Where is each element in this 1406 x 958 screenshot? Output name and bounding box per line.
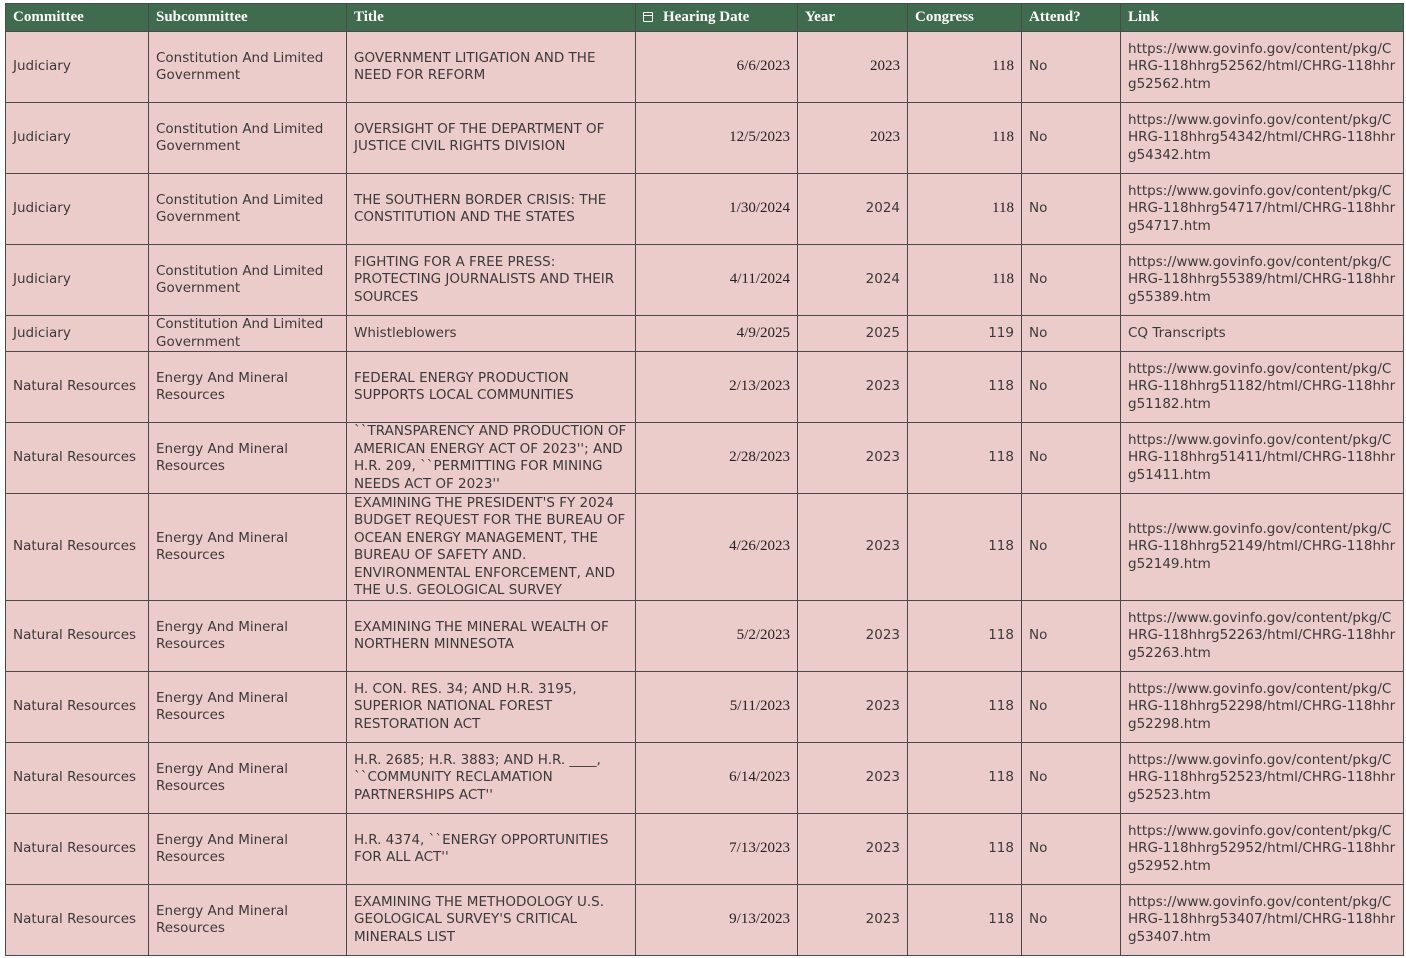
cell-attend[interactable]: No — [1022, 885, 1121, 956]
hearings-table — [5, 3, 1404, 956]
cell-link[interactable]: https://www.govinfo.gov/content/pkg/CHRG-118hhrg52263/html/CHRG-118hhrg52263.htm — [1121, 601, 1404, 672]
cell-attend[interactable]: No — [1022, 814, 1121, 885]
cell-attend[interactable]: No — [1022, 352, 1121, 423]
table-row — [6, 32, 1404, 103]
header-row — [6, 4, 1404, 32]
cell-link[interactable]: CQ Transcripts — [1121, 316, 1404, 352]
cell-congress[interactable]: 118 — [908, 352, 1022, 423]
cell-committee[interactable]: Judiciary — [6, 103, 149, 174]
cell-congress[interactable]: 118 — [908, 601, 1022, 672]
cell-congress[interactable]: 118 — [908, 32, 1022, 103]
cell-congress[interactable]: 118 — [908, 103, 1022, 174]
cell-committee[interactable]: Natural Resources — [6, 672, 149, 743]
cell-title[interactable]: FEDERAL ENERGY PRODUCTION SUPPORTS LOCAL COMMUNITIES — [347, 352, 636, 423]
table-row — [6, 885, 1404, 956]
cell-committee[interactable]: Natural Resources — [6, 423, 149, 494]
cell-attend[interactable]: No — [1022, 601, 1121, 672]
cell-year[interactable]: 2023 — [798, 743, 908, 814]
cell-link[interactable]: https://www.govinfo.gov/content/pkg/CHRG-118hhrg54342/html/CHRG-118hhrg54342.htm — [1121, 103, 1404, 174]
cell-year[interactable]: 2024 — [798, 245, 908, 316]
cell-committee[interactable]: Natural Resources — [6, 352, 149, 423]
cell-year[interactable]: 2023 — [798, 885, 908, 956]
table-row — [6, 814, 1404, 885]
table-row — [6, 672, 1404, 743]
cell-congress[interactable]: 118 — [908, 814, 1022, 885]
cell-attend[interactable]: No — [1022, 423, 1121, 494]
cell-year[interactable]: 2023 — [798, 601, 908, 672]
table-row — [6, 494, 1404, 601]
cell-attend[interactable]: No — [1022, 743, 1121, 814]
cell-link[interactable]: https://www.govinfo.gov/content/pkg/CHRG-118hhrg51411/html/CHRG-118hhrg51411.htm — [1121, 423, 1404, 494]
cell-link[interactable]: https://www.govinfo.gov/content/pkg/CHRG-118hhrg52298/html/CHRG-118hhrg52298.htm — [1121, 672, 1404, 743]
cell-year[interactable]: 2023 — [798, 423, 908, 494]
cell-hearing-date[interactable]: 4/9/2025 — [636, 316, 798, 352]
cell-committee[interactable]: Natural Resources — [6, 601, 149, 672]
cell-hearing-date[interactable]: 5/11/2023 — [636, 672, 798, 743]
cell-title[interactable]: EXAMINING THE MINERAL WEALTH OF NORTHERN MINNESOTA — [347, 601, 636, 672]
cell-subcommittee[interactable]: Constitution And Limited Government — [149, 103, 347, 174]
table-row — [6, 103, 1404, 174]
cell-committee[interactable]: Natural Resources — [6, 814, 149, 885]
cell-title[interactable]: GOVERNMENT LITIGATION AND THE NEED FOR REFORM — [347, 32, 636, 103]
cell-year[interactable]: 2023 — [798, 814, 908, 885]
cell-year[interactable]: 2023 — [798, 352, 908, 423]
cell-link[interactable]: https://www.govinfo.gov/content/pkg/CHRG-118hhrg52149/html/CHRG-118hhrg52149.htm — [1121, 494, 1404, 601]
cell-title[interactable]: OVERSIGHT OF THE DEPARTMENT OF JUSTICE CIVIL RIGHTS DIVISION — [347, 103, 636, 174]
col-header-link[interactable]: Link — [1121, 4, 1404, 32]
cell-subcommittee[interactable]: Energy And Mineral Resources — [149, 814, 347, 885]
cell-committee[interactable]: Natural Resources — [6, 494, 149, 601]
cell-congress[interactable]: 118 — [908, 885, 1022, 956]
cell-hearing-date[interactable]: 1/30/2024 — [636, 174, 798, 245]
cell-subcommittee[interactable]: Constitution And Limited Government — [149, 316, 347, 352]
cell-attend[interactable]: No — [1022, 494, 1121, 601]
cell-link[interactable]: https://www.govinfo.gov/content/pkg/CHRG-118hhrg52952/html/CHRG-118hhrg52952.htm — [1121, 814, 1404, 885]
cell-attend[interactable]: No — [1022, 672, 1121, 743]
cell-subcommittee[interactable]: Energy And Mineral Resources — [149, 423, 347, 494]
cell-title[interactable]: H.R. 4374, ``ENERGY OPPORTUNITIES FOR ALL ACT'' — [347, 814, 636, 885]
cell-subcommittee[interactable]: Energy And Mineral Resources — [149, 601, 347, 672]
cell-title[interactable]: H. CON. RES. 34; AND H.R. 3195, SUPERIOR NATIONAL FOREST RESTORATION ACT — [347, 672, 636, 743]
cell-year[interactable]: 2025 — [798, 316, 908, 352]
cell-title[interactable]: H.R. 2685; H.R. 3883; AND H.R. ____, ``COMMUNITY RECLAMATION PARTNERSHIPS ACT'' — [347, 743, 636, 814]
table-row — [6, 245, 1404, 316]
cell-title[interactable]: EXAMINING THE PRESIDENT'S FY 2024 BUDGET REQUEST FOR THE BUREAU OF OCEAN ENERGY MANAGEMENT, THE BUREAU OF SAFETY AND. ENVIRONMENTAL ENFORCEMENT, AND THE U.S. GEOLOGICAL SURVEY — [347, 494, 636, 601]
cell-year[interactable]: 2023 — [798, 103, 908, 174]
cell-attend[interactable]: No — [1022, 103, 1121, 174]
cell-subcommittee[interactable]: Energy And Mineral Resources — [149, 494, 347, 601]
cell-link[interactable]: https://www.govinfo.gov/content/pkg/CHRG-118hhrg54717/html/CHRG-118hhrg54717.htm — [1121, 174, 1404, 245]
table-row — [6, 423, 1404, 494]
cell-link[interactable]: https://www.govinfo.gov/content/pkg/CHRG-118hhrg52523/html/CHRG-118hhrg52523.htm — [1121, 743, 1404, 814]
cell-subcommittee[interactable]: Energy And Mineral Resources — [149, 885, 347, 956]
cell-hearing-date[interactable]: 2/13/2023 — [636, 352, 798, 423]
cell-hearing-date[interactable]: 7/13/2023 — [636, 814, 798, 885]
cell-committee[interactable]: Judiciary — [6, 245, 149, 316]
cell-attend[interactable]: No — [1022, 245, 1121, 316]
cell-congress[interactable]: 118 — [908, 743, 1022, 814]
cell-committee[interactable]: Judiciary — [6, 316, 149, 352]
cell-year[interactable]: 2023 — [798, 672, 908, 743]
col-header-congress[interactable]: Congress — [908, 4, 1022, 32]
cell-attend[interactable]: No — [1022, 32, 1121, 103]
cell-link[interactable]: https://www.govinfo.gov/content/pkg/CHRG-118hhrg53407/html/CHRG-118hhrg53407.htm — [1121, 885, 1404, 956]
cell-subcommittee[interactable]: Energy And Mineral Resources — [149, 672, 347, 743]
table-row — [6, 601, 1404, 672]
table-row — [6, 352, 1404, 423]
col-header-committee[interactable]: Committee — [6, 4, 149, 32]
cell-hearing-date[interactable]: 6/14/2023 — [636, 743, 798, 814]
cell-hearing-date[interactable]: 5/2/2023 — [636, 601, 798, 672]
cell-title[interactable]: THE SOUTHERN BORDER CRISIS: THE CONSTITUTION AND THE STATES — [347, 174, 636, 245]
cell-subcommittee[interactable]: Energy And Mineral Resources — [149, 352, 347, 423]
col-header-hearing-date[interactable] — [636, 4, 798, 32]
cell-hearing-date[interactable]: 4/11/2024 — [636, 245, 798, 316]
col-header-subcommittee[interactable]: Subcommittee — [149, 4, 347, 32]
cell-link[interactable]: https://www.govinfo.gov/content/pkg/CHRG-118hhrg55389/html/CHRG-118hhrg55389.htm — [1121, 245, 1404, 316]
cell-congress[interactable]: 118 — [908, 245, 1022, 316]
calendar-icon — [643, 12, 653, 22]
cell-link[interactable]: https://www.govinfo.gov/content/pkg/CHRG-118hhrg52562/html/CHRG-118hhrg52562.htm — [1121, 32, 1404, 103]
cell-year[interactable]: 2024 — [798, 174, 908, 245]
cell-subcommittee[interactable]: Constitution And Limited Government — [149, 32, 347, 103]
cell-committee[interactable]: Judiciary — [6, 32, 149, 103]
cell-congress[interactable]: 118 — [908, 672, 1022, 743]
col-header-attend[interactable]: Attend? — [1022, 4, 1121, 32]
cell-congress[interactable]: 119 — [908, 316, 1022, 352]
cell-hearing-date[interactable]: 6/6/2023 — [636, 32, 798, 103]
cell-title[interactable]: FIGHTING FOR A FREE PRESS: PROTECTING JOURNALISTS AND THEIR SOURCES — [347, 245, 636, 316]
table-row — [6, 174, 1404, 245]
cell-subcommittee[interactable]: Energy And Mineral Resources — [149, 743, 347, 814]
cell-hearing-date[interactable]: 4/26/2023 — [636, 494, 798, 601]
col-header-title[interactable]: Title — [347, 4, 636, 32]
col-header-year[interactable]: Year — [798, 4, 908, 32]
cell-title[interactable]: Whistleblowers — [347, 316, 636, 352]
cell-title[interactable]: ``TRANSPARENCY AND PRODUCTION OF AMERICAN ENERGY ACT OF 2023''; AND H.R. 209, ``PERMITTING FOR MINING NEEDS ACT OF 2023'' — [347, 423, 636, 494]
table-row — [6, 316, 1404, 352]
table-row — [6, 743, 1404, 814]
cell-hearing-date[interactable]: 2/28/2023 — [636, 423, 798, 494]
cell-link[interactable]: https://www.govinfo.gov/content/pkg/CHRG-118hhrg51182/html/CHRG-118hhrg51182.htm — [1121, 352, 1404, 423]
cell-attend[interactable]: No — [1022, 316, 1121, 352]
cell-hearing-date[interactable]: 12/5/2023 — [636, 103, 798, 174]
cell-congress[interactable]: 118 — [908, 423, 1022, 494]
cell-hearing-date[interactable]: 9/13/2023 — [636, 885, 798, 956]
cell-subcommittee[interactable]: Constitution And Limited Government — [149, 174, 347, 245]
cell-committee[interactable]: Natural Resources — [6, 743, 149, 814]
hearing-date-label: Hearing Date — [663, 9, 750, 25]
cell-congress[interactable]: 118 — [908, 174, 1022, 245]
cell-congress[interactable]: 118 — [908, 494, 1022, 601]
cell-attend[interactable]: No — [1022, 174, 1121, 245]
cell-committee[interactable]: Judiciary — [6, 174, 149, 245]
cell-title[interactable]: EXAMINING THE METHODOLOGY U.S. GEOLOGICAL SURVEY'S CRITICAL MINERALS LIST — [347, 885, 636, 956]
cell-year[interactable]: 2023 — [798, 494, 908, 601]
cell-year[interactable]: 2023 — [798, 32, 908, 103]
cell-subcommittee[interactable]: Constitution And Limited Government — [149, 245, 347, 316]
cell-committee[interactable]: Natural Resources — [6, 885, 149, 956]
